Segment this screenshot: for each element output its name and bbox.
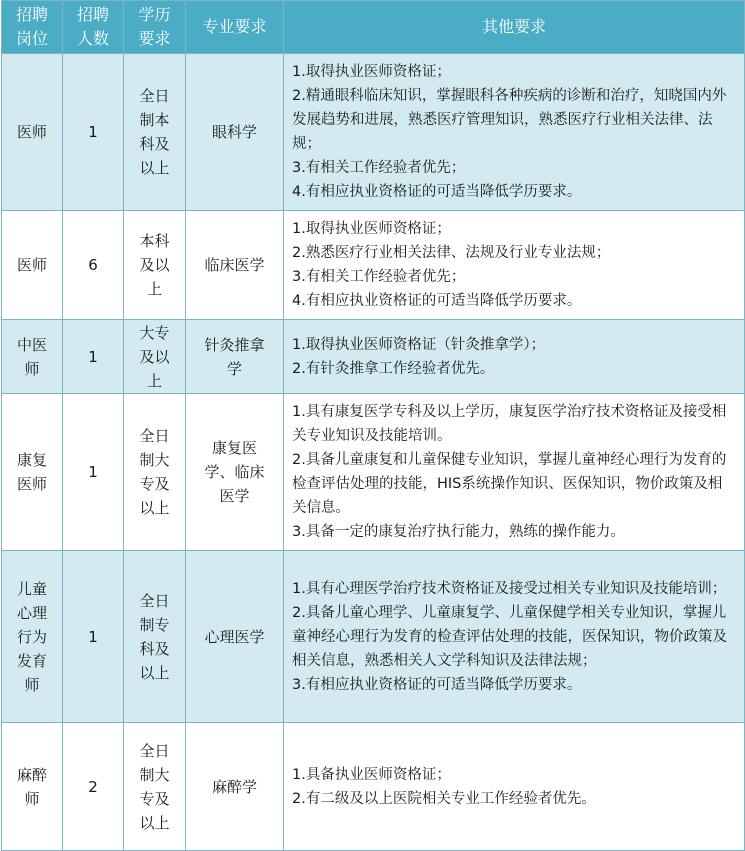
requirement-line: 2.精通眼科临床知识，掌握眼科各种疾病的诊断和治疗，知晓国内外发展趋势和进展，熟悉医疗管理知识，熟悉医疗行业相关法律、法规； [292, 88, 727, 152]
header-other: 其他要求 [284, 1, 745, 54]
requirement-line: 1.取得执业医师资格证； [292, 64, 451, 80]
requirement-line: 2.熟悉医疗行业相关法律、法规及行业专业法规； [292, 245, 611, 261]
cell-count: 1 [63, 54, 124, 211]
cell-major: 心理医学 [186, 551, 284, 723]
cell-position: 儿童心理行为发育师 [16, 579, 47, 694]
requirement-line: 4.有相应执业资格证的可适当降低学历要求。 [292, 293, 582, 309]
requirement-line: 1.取得执业医师资格证； [292, 221, 451, 237]
requirement-line: 3.有相应执业资格证的可适当降低学历要求。 [292, 676, 582, 693]
cell-major: 临床医学 [186, 211, 284, 320]
cell-other [284, 394, 745, 551]
cell-major: 麻醉学 [186, 723, 284, 851]
table-row [2, 723, 745, 851]
header-position: 招聘岗位 [15, 5, 48, 48]
cell-major: 康复医学、临床医学 [204, 439, 265, 505]
cell-major: 针灸推拿学 [204, 335, 265, 378]
cell-count: 2 [63, 723, 124, 851]
cell-position: 医师 [2, 54, 63, 211]
cell-count: 1 [63, 551, 124, 723]
cell-other [284, 723, 745, 851]
requirement-line: 3.具备一定的康复治疗执行能力，熟练的操作能力。 [292, 524, 625, 540]
table-row [2, 394, 745, 551]
requirement-line: 1.具有康复医学专科及以上学历，康复医学治疗技术资格证及接受相关专业知识及技能培训。 [292, 404, 727, 444]
cell-other [284, 211, 745, 320]
header-count: 招聘人数 [76, 5, 109, 48]
requirement-line: 4.有相应执业资格证的可适当降低学历要求。 [292, 184, 582, 200]
header-row [2, 1, 745, 54]
cell-other [284, 54, 745, 211]
cell-position: 中医师 [16, 335, 47, 378]
table-row [2, 54, 745, 211]
table-row [2, 211, 745, 320]
requirement-line: 2.具备儿童康复和儿童保健专业知识，掌握儿童神经心理行为发育的检查评估处理的技能，HIS系统操作知识、医保知识，物价政策及相关信息。 [292, 452, 727, 516]
cell-other [284, 551, 745, 723]
cell-education: 全日制大专及以上 [139, 741, 170, 832]
cell-count: 1 [63, 320, 124, 394]
requirement-line: 2.有针灸推拿工作经验者优先。 [292, 360, 495, 377]
cell-education: 大专及以上 [139, 323, 170, 390]
cell-education: 本科及以上 [139, 232, 170, 298]
table-row [2, 320, 745, 394]
requirement-line: 1.具有心理医学治疗技术资格证及接受过相关专业知识及技能培训； [292, 580, 727, 597]
requirement-line: 1.取得执业医师资格证（针灸推拿学）； [292, 336, 546, 353]
cell-education: 全日制本科及以上 [139, 87, 170, 177]
requirement-line: 2.具备儿童心理学、儿童康复学、儿童保健学相关专业知识，掌握儿童神经心理行为发育的检查评估处理的技能，医保知识，物价政策及相关信息，熟悉相关人文学科知识及法律法规； [292, 604, 727, 669]
requirement-line: 2.有二级及以上医院相关专业工作经验者优先。 [292, 790, 596, 807]
cell-position: 麻醉师 [16, 765, 47, 808]
cell-other [284, 320, 745, 394]
recruitment-table [1, 0, 745, 851]
cell-major: 眼科学 [186, 54, 284, 211]
cell-position: 医师 [2, 211, 63, 320]
cell-education: 全日制专科及以上 [139, 591, 170, 682]
cell-education: 全日制大专及以上 [139, 427, 170, 517]
requirement-line: 3.有相关工作经验者优先； [292, 269, 466, 285]
cell-count: 1 [63, 394, 124, 551]
cell-position: 康复医师 [16, 451, 47, 493]
table-row [2, 551, 745, 723]
header-education: 学历要求 [138, 5, 171, 48]
requirement-line: 3.有相关工作经验者优先； [292, 160, 466, 176]
header-major: 专业要求 [186, 1, 284, 54]
requirement-line: 1.具备执业医师资格证； [292, 766, 451, 783]
cell-count: 6 [63, 211, 124, 320]
